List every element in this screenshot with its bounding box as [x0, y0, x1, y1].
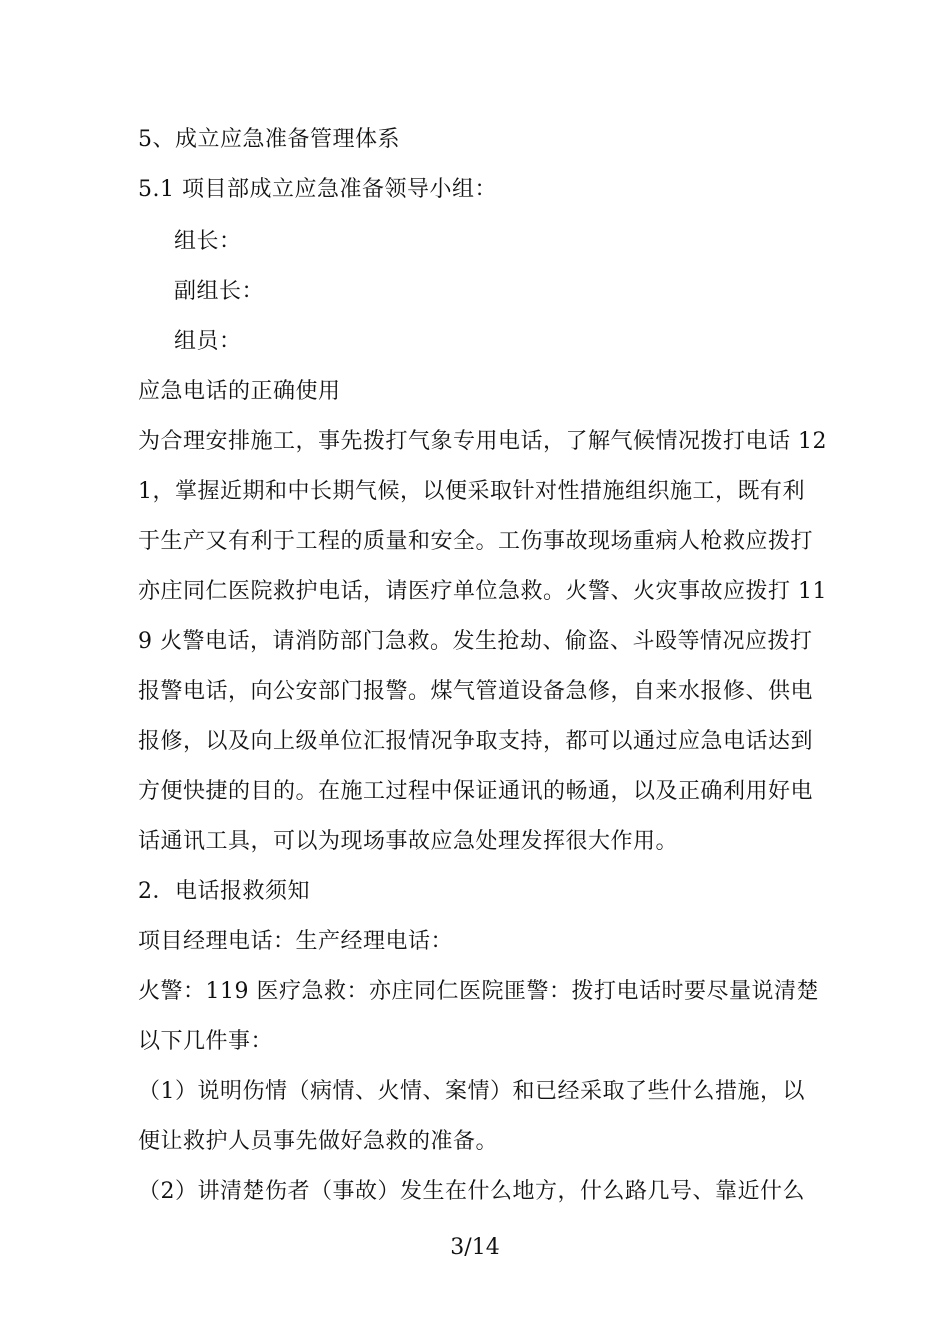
paragraph-line: 话通讯工具，可以为现场事故应急处理发挥很大作用。 — [138, 829, 679, 854]
paragraph-line: 报警电话，向公安部门报警。煤气管道设备急修，自来水报修、供电 — [138, 679, 814, 704]
paragraph-line: 亦庄同仁医院救护电话，请医疗单位急救。火警、火灾事故应拨打 11 — [138, 579, 827, 604]
list-item-continuation: 便让救护人员事先做好急救的准备。 — [138, 1129, 499, 1154]
paragraph-line: 报修，以及向上级单位汇报情况争取支持，都可以通过应急电话达到 — [138, 729, 814, 754]
emergency-phone-heading: 应急电话的正确使用 — [138, 379, 341, 404]
paragraph-line: 1，掌握近期和中长期气候，以便采取针对性措施组织施工，既有利 — [138, 479, 805, 504]
team-leader-label: 组长： — [174, 229, 242, 254]
section-heading-5: 5、成立应急准备管理体系 — [138, 127, 400, 152]
section-heading-2: 2．电话报救须知 — [138, 879, 310, 904]
list-item: （2）讲清楚伤者（事故）发生在什么地方，什么路几号、靠近什么 — [138, 1179, 805, 1204]
paragraph-line: 方便快捷的目的。在施工过程中保证通讯的畅通，以及正确利用好电 — [138, 779, 814, 804]
deputy-leader-label: 副组长： — [174, 279, 265, 304]
contact-line: 项目经理电话：生产经理电话： — [138, 929, 454, 954]
team-member-label: 组员： — [174, 329, 242, 354]
subsection-heading-5-1: 5.1 项目部成立应急准备领导小组： — [138, 177, 497, 202]
list-item: （1）说明伤情（病情、火情、案情）和已经采取了些什么措施，以 — [138, 1079, 805, 1104]
page-number: 3/14 — [450, 1235, 500, 1260]
contact-line: 以下几件事： — [138, 1029, 274, 1054]
paragraph-line: 9 火警电话，请消防部门急救。发生抢劫、偷盗、斗殴等情况应拨打 — [138, 629, 813, 654]
contact-line: 火警：119 医疗急救：亦庄同仁医院匪警：拨打电话时要尽量说清楚 — [138, 979, 819, 1004]
paragraph-line: 为合理安排施工，事先拨打气象专用电话，了解气候情况拨打电话 12 — [138, 429, 827, 454]
paragraph-line: 于生产又有利于工程的质量和安全。工伤事故现场重病人枪救应拨打 — [138, 529, 814, 554]
